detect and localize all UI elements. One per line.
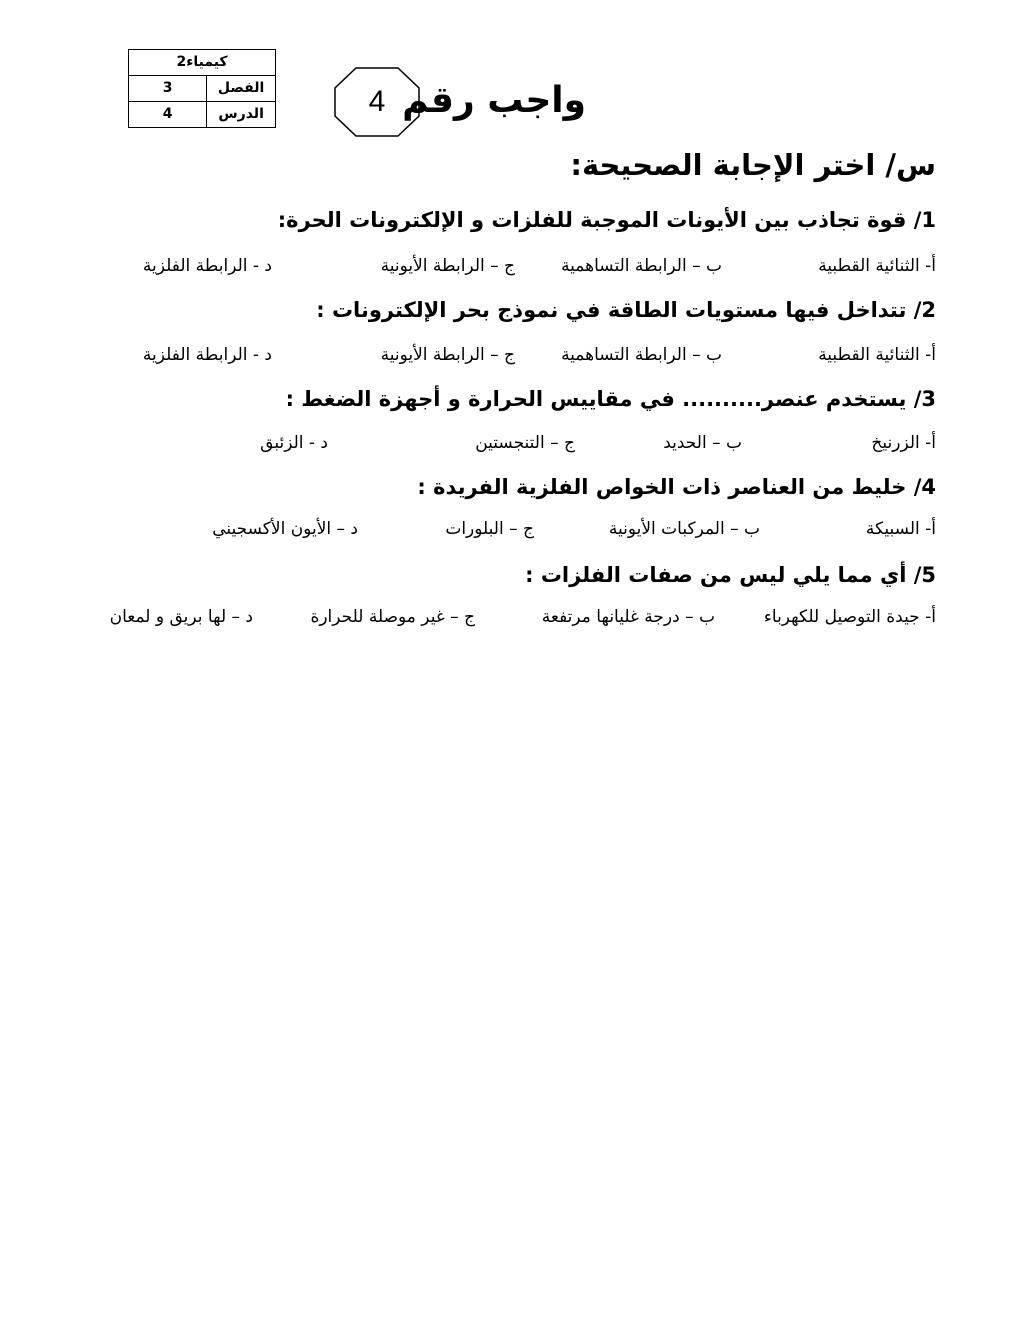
subject-cell: 2كيمياء [129,50,276,76]
q2-option-b: ب – الرابطة التساهمية [561,345,722,365]
question-2: 2/ تتداخل فيها مستويات الطاقة في نموذج بحر الإلكترونات : [316,298,936,322]
lesson-label: الدرس [207,102,276,128]
chapter-value: 3 [129,76,207,102]
q2-option-d: د - الرابطة الفلزية [142,345,272,365]
question-4: 4/ خليط من العناصر ذات الخواص الفلزية الفريدة : [417,475,936,499]
q4-option-c: ج – البلورات [445,519,534,539]
chapter-label: الفصل [207,76,276,102]
info-table [128,49,276,128]
q1-option-d: د - الرابطة الفلزية [142,256,272,276]
q4-option-b: ب – المركبات الأيونية [608,519,760,539]
q5-option-c: ج – غير موصلة للحرارة [310,607,475,627]
q5-option-d: د – لها بريق و لمعان [109,607,253,627]
lesson-value: 4 [129,102,207,128]
assignment-number: 4 [368,85,386,118]
question-5: 5/ أي مما يلي ليس من صفات الفلزات : [525,563,936,587]
q1-option-a: أ- الثنائية القطبية [818,256,936,276]
q3-option-b: ب – الحديد [663,433,742,453]
assignment-title: واجب رقم [402,80,586,121]
question-1: 1/ قوة تجاذب بين الأيونات الموجبة للفلزات و الإلكترونات الحرة: [277,208,936,232]
question-3: 3/ يستخدم عنصر.......... في مقاييس الحرارة و أجهزة الضغط : [285,387,936,411]
q2-option-a: أ- الثنائية القطبية [818,345,936,365]
q1-option-c: ج – الرابطة الأيونية [380,256,515,276]
q3-option-d: د - الزئبق [260,433,328,453]
q4-option-d: د – الأيون الأكسجيني [212,519,358,539]
q2-option-c: ج – الرابطة الأيونية [380,345,515,365]
q5-option-a: أ- جيدة التوصيل للكهرباء [763,607,936,627]
section-title: س/ اختر الإجابة الصحيحة: [570,148,936,182]
q3-option-a: أ- الزرنيخ [871,433,936,453]
q5-option-b: ب – درجة غليانها مرتفعة [541,607,715,627]
q4-option-a: أ- السبيكة [865,519,936,539]
q3-option-c: ج – التنجستين [475,433,575,453]
q1-option-b: ب – الرابطة التساهمية [561,256,722,276]
